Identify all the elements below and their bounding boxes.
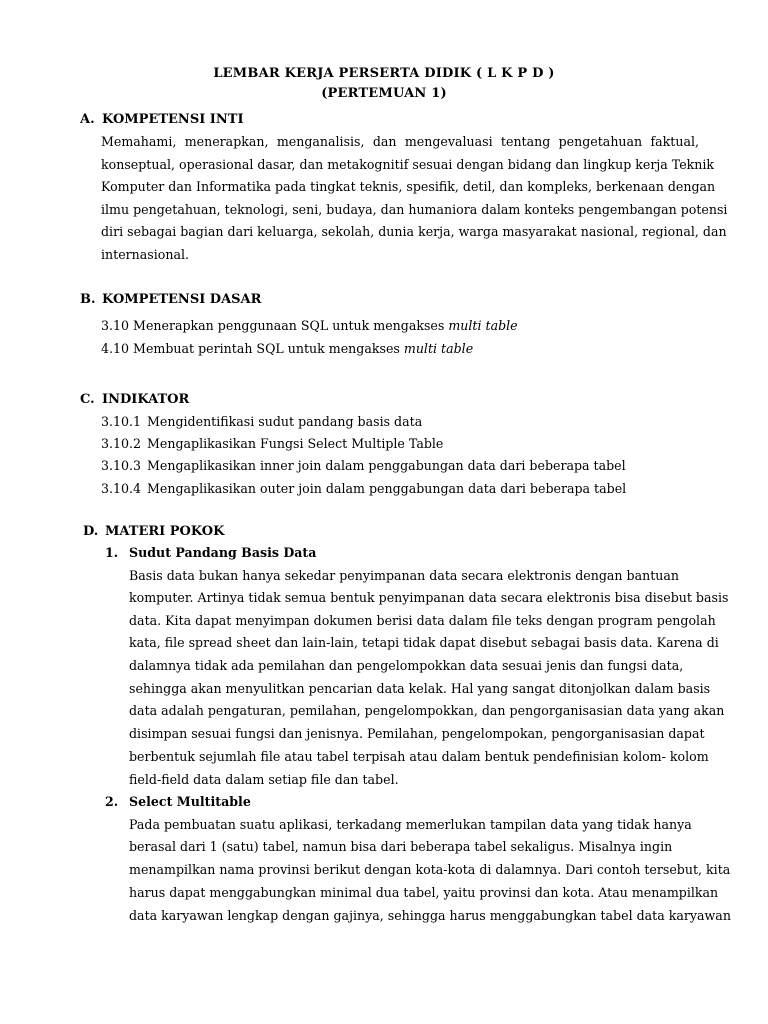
materi-2-line: data karyawan lengkap dengan gajinya, sehingga harus menggabungkan tabel data karyawan: [129, 908, 731, 923]
kd-item-text: 4.10 Membuat perintah SQL untuk mengakses: [101, 341, 404, 356]
kd-item: [101, 341, 473, 356]
kd-item-italic: multi table: [403, 341, 474, 356]
indicator-number: 3.10.2: [101, 436, 142, 451]
materi-2-line: Pada pembuatan suatu aplikasi, terkadang memerlukan tampilan data yang tidak hanya: [129, 817, 692, 832]
section-a-heading: [80, 112, 244, 127]
materi-1-line: berbentuk sejumlah file atau tabel terpisah atau dalam bentuk pendefinisian kolom- kolom: [129, 749, 709, 764]
kd-item: [101, 318, 518, 333]
materi-1-line: komputer. Artinya tidak semua bentuk penyimpanan data secara elektronis bisa disebut basis: [129, 590, 729, 605]
materi-1-number: 1.: [105, 545, 119, 560]
materi-2-line: harus dapat menggabungkan minimal dua tabel, yaitu provinsi dan kota. Atau menampilkan: [129, 885, 719, 900]
indicator-number: 3.10.3: [101, 458, 142, 473]
section-b-letter: B.: [80, 292, 96, 307]
materi-2-heading: [105, 794, 251, 809]
document-subtitle: (PERTEMUAN 1): [321, 86, 447, 101]
materi-2-line: berasal dari 1 (satu) tabel, namun bisa dari beberapa tabel sekaligus. Misalnya ingin: [129, 839, 673, 854]
section-d-title: MATERI POKOK: [105, 524, 225, 539]
materi-1-line: data adalah pengaturan, pemilahan, pengelompokkan, dan pengorganisasian data yang akan: [129, 703, 725, 718]
indicator-number: 3.10.4: [101, 481, 142, 496]
materi-1-title: Sudut Pandang Basis Data: [129, 545, 317, 560]
indicator-number: 3.10.1: [101, 414, 142, 429]
document-title: LEMBAR KERJA PERSERTA DIDIK ( L K P D ): [213, 66, 555, 81]
materi-1-line: Basis data bukan hanya sekedar penyimpanan data secara elektronis dengan bantuan: [129, 568, 680, 583]
section-a-line: internasional.: [101, 247, 190, 262]
section-a-title: KOMPETENSI INTI: [102, 112, 244, 127]
section-a-line: konseptual, operasional dasar, dan metakognitif sesuai dengan bidang dan lingkup kerja Teknik: [101, 157, 715, 172]
materi-1-line: field-field data dalam setiap file dan tabel.: [129, 772, 399, 787]
materi-2-number: 2.: [105, 794, 119, 809]
materi-1-line: kata, file spread sheet dan lain-lain, tetapi tidak dapat disebut sebagai basis data. Karena di: [129, 635, 719, 650]
indicator-item: [101, 458, 626, 473]
materi-1-heading: [105, 545, 316, 560]
section-a-line: ilmu pengetahuan, teknologi, seni, budaya, dan humaniora dalam konteks pengembangan potensi: [101, 202, 728, 217]
indicator-text: Mengidentifikasi sudut pandang basis data: [147, 414, 423, 429]
materi-1-line: dalamnya tidak ada pemilahan dan pengelompokkan data sesuai jenis dan fungsi data,: [129, 658, 684, 673]
section-a-line: Komputer dan Informatika pada tingkat teknis, spesifik, detil, dan kompleks, berkenaan dengan: [101, 179, 716, 194]
section-b-title: KOMPETENSI DASAR: [102, 292, 262, 307]
section-a-line: diri sebagai bagian dari keluarga, sekolah, dunia kerja, warga masyarakat nasional, regional, dan: [101, 224, 727, 239]
section-b-heading: [80, 292, 261, 307]
indicator-text: Mengaplikasikan inner join dalam penggabungan data dari beberapa tabel: [147, 458, 626, 473]
section-c-title: INDIKATOR: [102, 392, 190, 407]
section-a-line: Memahami, menerapkan, menganalisis, dan mengevaluasi tentang pengetahuan faktual,: [101, 134, 699, 149]
materi-1-line: disimpan sesuai fungsi dan jenisnya. Pemilahan, pengelompokan, pengorganisasian dapat: [129, 726, 705, 741]
materi-1-line: sehingga akan menyulitkan pencarian data kelak. Hal yang sangat ditonjolkan dalam basis: [129, 681, 711, 696]
indicator-item: [101, 414, 422, 429]
section-c-heading: [80, 392, 189, 407]
kd-item-italic: multi table: [448, 318, 518, 333]
materi-2-line: menampilkan nama provinsi berikut dengan kota-kota di dalamnya. Dari contoh tersebut, kita: [129, 862, 731, 877]
materi-2-title: Select Multitable: [129, 794, 251, 809]
indicator-item: [101, 481, 626, 496]
materi-1-line: data. Kita dapat menyimpan dokumen berisi data dalam file teks dengan program pengolah: [129, 613, 716, 628]
kd-item-text: 3.10 Menerapkan penggunaan SQL untuk mengakses: [101, 318, 449, 333]
section-c-letter: C.: [80, 392, 95, 407]
section-a-letter: A.: [80, 112, 95, 127]
section-d-heading: [83, 524, 224, 539]
indicator-text: Mengaplikasikan Fungsi Select Multiple Table: [147, 436, 444, 451]
section-d-letter: D.: [83, 524, 99, 539]
indicator-item: [101, 436, 443, 451]
indicator-text: Mengaplikasikan outer join dalam penggabungan data dari beberapa tabel: [147, 481, 627, 496]
